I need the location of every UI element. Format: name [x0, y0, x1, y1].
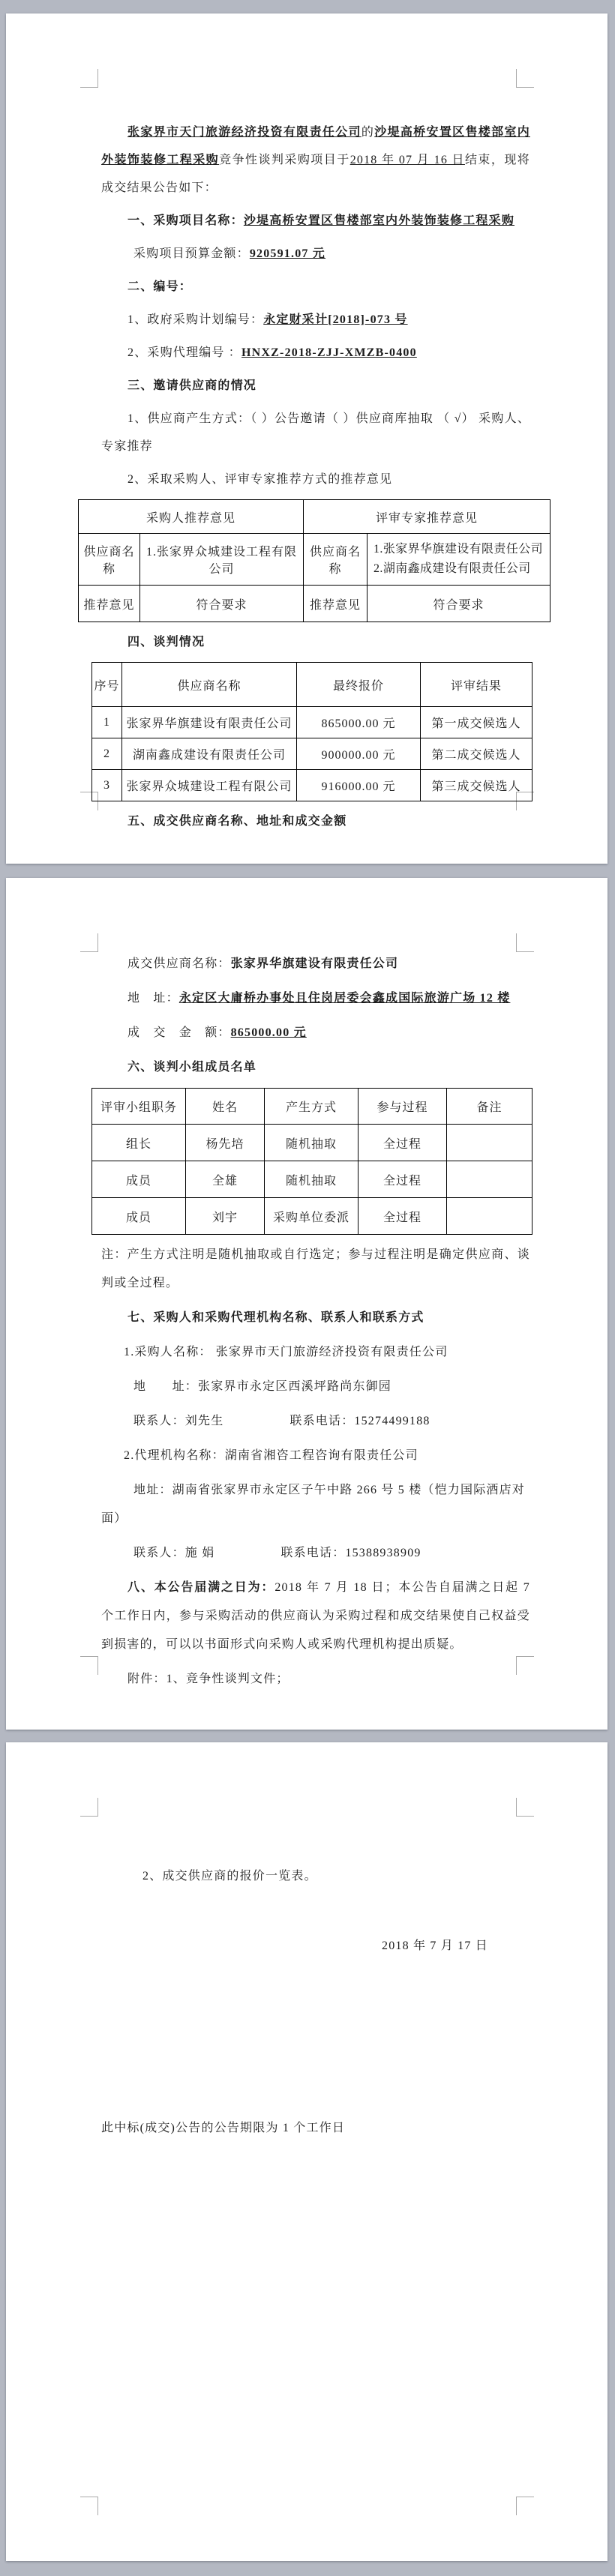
- agency-contact-line: [101, 1539, 530, 1568]
- budget-line: [101, 240, 530, 268]
- t3-r2-method: 随机抽取: [265, 1161, 358, 1198]
- plan-number-value: 永定财采计[2018]-073 号: [263, 313, 408, 326]
- page1-content: [6, 13, 604, 835]
- deal-amount-line: [101, 1019, 530, 1047]
- t1-expert-supplier-2: 2.湖南鑫成建设有限责任公司: [374, 562, 531, 575]
- purchaser-phone: 联系电话：15274499188: [290, 1415, 430, 1427]
- winner-address-line: [101, 984, 530, 1013]
- winner-label: 成交供应商名称：: [128, 957, 231, 970]
- t2-header-no: 序号: [92, 663, 122, 707]
- t3-r2-remark: [447, 1161, 532, 1198]
- t2-r1-supplier: 张家界华旗建设有限责任公司: [122, 707, 297, 738]
- plan-number-line: [101, 306, 530, 334]
- section1-line: [101, 207, 530, 235]
- margin-mark-bottom-left-icon: [80, 2497, 98, 2515]
- t1-supplier-label-right: 供应商名称: [304, 534, 368, 586]
- intro-particle: 的: [361, 126, 375, 139]
- purchaser-address-line: 地 址：张家界市永定区西溪坪路尚东御园: [134, 1380, 392, 1393]
- table-row: [92, 707, 532, 738]
- announcement-period-line: 此中标(成交)公告的公告期限为 1 个工作日: [101, 2122, 346, 2134]
- section1-label: 一、采购项目名称：: [128, 214, 244, 227]
- t1-opinion-label-right: 推荐意见: [304, 586, 368, 622]
- section8-body: 2018 年 7 月 18 日；本公告自届满之日起 7 个工作日内，参与采购活动的供应商认为采购过程和成交结果使自己权益受到损害的，可以以书面形式向采购人或采购代理机构提出质疑。: [101, 1581, 530, 1651]
- section6-heading: 六、谈判小组成员名单: [128, 1061, 257, 1074]
- table-row: [92, 1161, 532, 1198]
- recommendation-table: [78, 499, 550, 622]
- plan-number-label: 1、政府采购计划编号：: [128, 313, 264, 326]
- t1-expert-supplier-1: 1.张家界华旗建设有限责任公司: [374, 543, 544, 556]
- t3-r1-name: 杨先培: [186, 1125, 265, 1161]
- t3-header-method: 产生方式: [265, 1089, 358, 1125]
- table-row: [92, 1198, 532, 1235]
- t2-r2-result: 第二成交候选人: [421, 738, 532, 770]
- t3-r3-remark: [447, 1198, 532, 1235]
- agency-number-value: HNXZ-2018-ZJJ-XMZB-0400: [242, 346, 417, 359]
- document-page-1: [6, 13, 608, 864]
- t3-r1-process: 全过程: [358, 1125, 447, 1161]
- section5-heading: 五、成交供应商名称、地址和成交金额: [128, 815, 347, 828]
- intro-middle: 竞争性谈判采购项目于: [219, 154, 350, 166]
- t1-header-purchaser: 采购人推荐意见: [79, 500, 304, 534]
- agency-address-line: 地址：湖南省张家界市永定区子午中路 266 号 5 楼（恺力国际酒店对面）: [101, 1484, 526, 1525]
- page2-content: [6, 878, 604, 1694]
- close-date: 2018 年 07 月 16 日: [350, 154, 465, 166]
- panel-members-table: [92, 1088, 532, 1235]
- t3-r2-process: 全过程: [358, 1161, 447, 1198]
- t1-header-expert: 评审专家推荐意见: [304, 500, 550, 534]
- t1-purchaser-suppliers: 1.张家界众城建设工程有限公司: [140, 534, 304, 586]
- t2-r3-price: 916000.00 元: [297, 770, 421, 801]
- t2-header-price: 最终报价: [297, 663, 421, 707]
- deal-amount-value: 865000.00 元: [230, 1026, 307, 1039]
- intro-paragraph: [101, 118, 530, 202]
- t3-header-role: 评审小组职务: [92, 1089, 186, 1125]
- t1-purchaser-opinion: 符合要求: [140, 586, 304, 622]
- section4-heading: 四、谈判情况: [128, 636, 206, 648]
- t2-r3-no: 3: [92, 770, 122, 801]
- recommend-line: 2、采取采购人、评审专家推荐方式的推荐意见: [128, 473, 393, 486]
- table-row: [92, 770, 532, 801]
- section1-project-value: 沙堤高桥安置区售楼部室内外装饰装修工程采购: [243, 214, 515, 227]
- t1-opinion-label-left: 推荐意见: [79, 586, 140, 622]
- t3-r3-name: 刘宇: [186, 1198, 265, 1235]
- recommendation-table-supplier-row: [79, 534, 550, 586]
- agency-number-label: 2、采购代理编号 ：: [128, 346, 242, 359]
- t2-header-supplier: 供应商名称: [122, 663, 297, 707]
- agency-contact-person: 联系人：施 娟: [134, 1547, 215, 1559]
- t2-r2-supplier: 湖南鑫成建设有限责任公司: [122, 738, 297, 770]
- t3-r2-role: 成员: [92, 1161, 186, 1198]
- t3-r3-role: 成员: [92, 1198, 186, 1235]
- attachment2-line: 2、成交供应商的报价一览表。: [142, 1870, 317, 1883]
- purchaser-contact-person: 联系人：刘先生: [134, 1415, 224, 1427]
- agency-name-line: 2.代理机构名称：湖南省湘咨工程咨询有限责任公司: [124, 1449, 418, 1462]
- intro-tail: 结束，现将成交结果公告如下：: [101, 154, 530, 194]
- document-page-2: [6, 878, 608, 1730]
- t3-r3-method: 采购单位委派: [265, 1198, 358, 1235]
- t3-r1-remark: [447, 1125, 532, 1161]
- t2-r1-result: 第一成交候选人: [421, 707, 532, 738]
- winner-line: [101, 950, 530, 978]
- supplier-method-line: 1、供应商产生方式：（ ）公告邀请（ ）供应商库抽取 （ √） 采购人、专家推荐: [101, 412, 530, 453]
- purchaser-name: 张家界市天门旅游经济投资有限责任公司: [128, 126, 362, 139]
- section8-label: 八、本公告届满之日为：: [128, 1581, 275, 1594]
- t2-r1-price: 865000.00 元: [297, 707, 421, 738]
- agency-phone: 联系电话：15388938909: [280, 1547, 422, 1559]
- budget-value: 920591.07 元: [249, 247, 326, 260]
- section7-heading: 七、采购人和采购代理机构名称、联系人和联系方式: [128, 1311, 424, 1324]
- t3-header-process: 参与过程: [358, 1089, 447, 1125]
- announcement-date: 2018 年 7 月 17 日: [382, 1939, 489, 1952]
- t1-supplier-label-left: 供应商名称: [79, 534, 140, 586]
- t2-r3-supplier: 张家界众城建设工程有限公司: [122, 770, 297, 801]
- margin-mark-bottom-right-icon: [516, 2497, 534, 2515]
- t3-header-remark: 备注: [447, 1089, 532, 1125]
- budget-label: 采购项目预算金额：: [134, 247, 250, 260]
- table-row: [92, 1125, 532, 1161]
- agency-number-line: [101, 339, 530, 367]
- section8-paragraph: [101, 1574, 530, 1659]
- t2-r1-no: 1: [92, 707, 122, 738]
- recommendation-table-header-row: [79, 500, 550, 534]
- t2-r2-price: 900000.00 元: [297, 738, 421, 770]
- t3-r1-method: 随机抽取: [265, 1125, 358, 1161]
- table-row: [92, 738, 532, 770]
- table-note-line: 注：产生方式注明是随机抽取或自行选定；参与过程注明是确定供应商、谈判或全过程。: [101, 1248, 530, 1289]
- page3-content: [6, 1742, 604, 2143]
- purchaser-name-line: 1.采购人名称： 张家界市天门旅游经济投资有限责任公司: [124, 1346, 448, 1358]
- t1-expert-opinion: 符合要求: [368, 586, 550, 622]
- t3-r1-role: 组长: [92, 1125, 186, 1161]
- section2-heading: 二、编号：: [128, 280, 193, 293]
- t3-r2-name: 全雄: [186, 1161, 265, 1198]
- project-name: 沙堤高桥安置区售楼部室内外装饰装修工程采购: [101, 126, 530, 166]
- t2-r2-no: 2: [92, 738, 122, 770]
- winner-address-label: 地 址：: [128, 992, 179, 1005]
- negotiation-table: [92, 662, 532, 801]
- recommendation-table-opinion-row: [79, 586, 550, 622]
- purchaser-contact-line: [101, 1407, 530, 1436]
- panel-table-header-row: [92, 1089, 532, 1125]
- negotiation-table-header-row: [92, 663, 532, 707]
- deal-amount-label: 成 交 金 额：: [128, 1026, 231, 1039]
- t2-r3-result: 第三成交候选人: [421, 770, 532, 801]
- winner-value: 张家界华旗建设有限责任公司: [230, 957, 399, 970]
- winner-address-value: 永定区大庸桥办事处且住岗居委会鑫成国际旅游广场 12 楼: [178, 992, 511, 1005]
- t2-header-result: 评审结果: [421, 663, 532, 707]
- t3-header-name: 姓名: [186, 1089, 265, 1125]
- t1-expert-suppliers: [368, 534, 550, 586]
- attachment-line: 附件：1、竞争性谈判文件；: [128, 1673, 290, 1685]
- document-page-3: [6, 1742, 608, 2561]
- t3-r3-process: 全过程: [358, 1198, 447, 1235]
- section3-heading: 三、邀请供应商的情况: [128, 379, 257, 392]
